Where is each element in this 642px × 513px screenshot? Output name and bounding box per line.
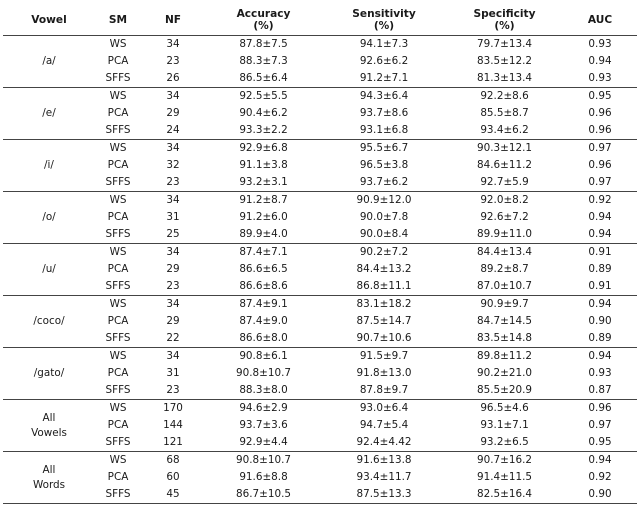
- specificity-cell: 85.5±20.9: [477, 384, 532, 397]
- table-row: [3, 53, 637, 70]
- table-row: [3, 88, 637, 106]
- vowel-cell: [3, 348, 95, 400]
- specificity-cell: 93.4±6.2: [480, 124, 529, 137]
- specificity-cell: 84.7±14.5: [477, 315, 532, 328]
- accuracy-cell: 87.4±9.0: [239, 315, 288, 328]
- vowel-cell: [3, 296, 95, 348]
- sensitivity-cell: 87.5±13.3: [322, 486, 446, 504]
- auc-cell: 0.91: [588, 280, 612, 293]
- header-nf: NF: [141, 5, 205, 36]
- nf-cell: 29: [166, 263, 180, 276]
- auc-cell: 0.92: [588, 471, 612, 484]
- specificity-cell: 89.2±8.7: [480, 263, 529, 276]
- sensitivity-cell: 86.8±11.1: [356, 280, 412, 293]
- sensitivity-cell: 90.9±12.0: [322, 192, 446, 210]
- accuracy-cell: 90.4±6.2: [239, 107, 288, 120]
- vowel-cell: [3, 192, 95, 244]
- header-accuracy-label: Accuracy: [236, 8, 291, 20]
- specificity-cell: 90.9±9.7: [446, 296, 563, 314]
- vowel-label: /o/: [42, 211, 56, 223]
- vowel-cell: [3, 400, 95, 452]
- auc-cell: 0.93: [588, 367, 612, 380]
- specificity-cell: 83.5±14.8: [477, 332, 532, 345]
- sm-cell: PCA: [107, 315, 129, 328]
- auc-cell: 0.94: [563, 348, 637, 366]
- auc-cell: 0.94: [588, 228, 612, 241]
- table-row: [3, 434, 637, 452]
- accuracy-cell: 91.2±8.7: [205, 192, 322, 210]
- specificity-cell: 89.9±11.0: [477, 228, 532, 241]
- sm-cell: PCA: [107, 367, 129, 380]
- nf-cell: 26: [166, 72, 180, 85]
- table-row: [3, 348, 637, 366]
- specificity-cell: 90.3±12.1: [446, 140, 563, 158]
- header-accuracy: [205, 5, 322, 36]
- header-sensitivity-unit: (%): [373, 20, 395, 32]
- accuracy-cell: 93.7±3.6: [239, 419, 288, 432]
- sensitivity-cell: 87.8±9.7: [359, 384, 409, 397]
- accuracy-cell: 92.5±5.5: [205, 88, 322, 106]
- sm-cell: SFFS: [105, 384, 131, 397]
- auc-cell: 0.91: [563, 244, 637, 262]
- auc-cell: 0.89: [588, 263, 612, 276]
- sensitivity-cell: 91.6±13.8: [322, 452, 446, 470]
- sm-cell: PCA: [107, 159, 129, 172]
- specificity-cell: 96.5±4.6: [446, 400, 563, 418]
- sm-cell: PCA: [107, 419, 129, 432]
- vowel-label: /gato/: [33, 367, 65, 379]
- accuracy-cell: 92.9±4.4: [239, 436, 288, 449]
- vowel-cell: [3, 452, 95, 504]
- table-row: [3, 296, 637, 314]
- table-row: [3, 174, 637, 192]
- header-auc: AUC: [563, 5, 637, 36]
- table-row: [3, 261, 637, 278]
- header-specificity: [446, 5, 563, 36]
- vowel-label: /u/: [42, 263, 56, 275]
- table-row: [3, 209, 637, 226]
- sensitivity-cell: 90.2±7.2: [322, 244, 446, 262]
- specificity-cell: 92.6±7.2: [480, 211, 529, 224]
- sm-cell: WS: [95, 192, 141, 210]
- sm-cell: WS: [95, 88, 141, 106]
- vowel-cell: [3, 36, 95, 88]
- specificity-cell: 93.1±7.1: [480, 419, 529, 432]
- table-row: [3, 105, 637, 122]
- sensitivity-cell: 90.0±7.8: [359, 211, 409, 224]
- auc-cell: 0.95: [563, 88, 637, 106]
- nf-cell: 60: [166, 471, 180, 484]
- table-row: [3, 244, 637, 262]
- sensitivity-cell: 93.4±11.7: [356, 471, 412, 484]
- sensitivity-cell: 90.0±8.4: [359, 228, 409, 241]
- auc-cell: 0.89: [588, 332, 612, 345]
- table-row: [3, 382, 637, 400]
- specificity-cell: 79.7±13.4: [446, 36, 563, 54]
- sm-cell: WS: [95, 400, 141, 418]
- vowel-label: /e/: [42, 107, 56, 119]
- accuracy-cell: 86.7±10.5: [205, 486, 322, 504]
- table-row: [3, 313, 637, 330]
- accuracy-cell: 89.9±4.0: [239, 228, 288, 241]
- table-row: [3, 365, 637, 382]
- table-row: [3, 400, 637, 418]
- sensitivity-cell: 91.5±9.7: [322, 348, 446, 366]
- accuracy-cell: 93.2±3.1: [239, 176, 288, 189]
- accuracy-cell: 86.6±8.0: [239, 332, 288, 345]
- vowel-label: Vowels: [31, 426, 67, 439]
- nf-cell: 25: [166, 228, 180, 241]
- auc-cell: 0.94: [588, 211, 612, 224]
- sensitivity-cell: 96.5±3.8: [359, 159, 409, 172]
- header-specificity-unit: (%): [494, 20, 515, 32]
- vowel-label: All: [42, 411, 56, 424]
- nf-cell: 31: [166, 211, 180, 224]
- sensitivity-cell: 83.1±18.2: [322, 296, 446, 314]
- specificity-cell: 85.5±8.7: [480, 107, 529, 120]
- nf-cell: 29: [166, 107, 180, 120]
- sensitivity-cell: 93.7±8.6: [359, 107, 409, 120]
- nf-cell: 24: [166, 124, 180, 137]
- nf-cell: 34: [141, 244, 205, 262]
- sm-cell: WS: [95, 36, 141, 54]
- sm-cell: PCA: [107, 471, 129, 484]
- accuracy-cell: 87.4±7.1: [205, 244, 322, 262]
- auc-cell: 0.93: [563, 36, 637, 54]
- header-sensitivity-label: Sensitivity: [352, 8, 416, 20]
- auc-cell: 0.87: [588, 384, 612, 397]
- specificity-cell: 84.4±13.4: [446, 244, 563, 262]
- nf-cell: 34: [141, 140, 205, 158]
- table-row: [3, 192, 637, 210]
- nf-cell: 34: [141, 296, 205, 314]
- sensitivity-cell: 93.0±6.4: [322, 400, 446, 418]
- specificity-cell: 81.3±13.4: [477, 72, 532, 85]
- auc-cell: 0.96: [588, 107, 612, 120]
- specificity-cell: 91.4±11.5: [477, 471, 532, 484]
- specificity-cell: 84.6±11.2: [477, 159, 532, 172]
- nf-cell: 121: [163, 436, 183, 449]
- vowel-cell: [3, 140, 95, 192]
- auc-cell: 0.96: [588, 124, 612, 137]
- auc-cell: 0.97: [588, 419, 612, 432]
- accuracy-cell: 90.8±10.7: [205, 452, 322, 470]
- auc-cell: 0.90: [563, 486, 637, 504]
- vowel-label: /a/: [42, 55, 56, 67]
- nf-cell: 34: [141, 348, 205, 366]
- specificity-cell: 93.2±6.5: [480, 436, 529, 449]
- sm-cell: WS: [95, 140, 141, 158]
- sm-cell: WS: [95, 244, 141, 262]
- table-row: [3, 330, 637, 348]
- accuracy-cell: 88.3±8.0: [239, 384, 288, 397]
- auc-cell: 0.96: [588, 159, 612, 172]
- auc-cell: 0.92: [563, 192, 637, 210]
- table-row: [3, 469, 637, 486]
- accuracy-cell: 90.8±10.7: [236, 367, 291, 380]
- accuracy-cell: 90.8±6.1: [205, 348, 322, 366]
- sensitivity-cell: 93.7±6.2: [359, 176, 409, 189]
- nf-cell: 29: [166, 315, 180, 328]
- nf-cell: 23: [166, 280, 180, 293]
- specificity-cell: 87.0±10.7: [477, 280, 532, 293]
- nf-cell: 32: [166, 159, 180, 172]
- vowel-label: /coco/: [33, 315, 65, 327]
- accuracy-cell: 91.6±8.8: [239, 471, 288, 484]
- auc-cell: 0.94: [563, 296, 637, 314]
- auc-cell: 0.96: [563, 400, 637, 418]
- accuracy-cell: 86.6±6.5: [239, 263, 288, 276]
- nf-cell: 23: [166, 55, 180, 68]
- sensitivity-cell: 91.2±7.1: [359, 72, 409, 85]
- nf-cell: 170: [141, 400, 205, 418]
- specificity-cell: 92.2±8.6: [446, 88, 563, 106]
- accuracy-cell: 88.3±7.3: [239, 55, 288, 68]
- sm-cell: SFFS: [105, 436, 131, 449]
- sensitivity-cell: 95.5±6.7: [322, 140, 446, 158]
- table-row: [3, 226, 637, 244]
- header-accuracy-unit: (%): [253, 20, 274, 32]
- sm-cell: PCA: [107, 263, 129, 276]
- specificity-cell: 83.5±12.2: [477, 55, 532, 68]
- specificity-cell: 92.0±8.2: [446, 192, 563, 210]
- specificity-cell: 82.5±16.4: [446, 486, 563, 504]
- specificity-cell: 89.8±11.2: [446, 348, 563, 366]
- vowel-label: All: [42, 463, 56, 476]
- sm-cell: SFFS: [105, 228, 131, 241]
- table-row: [3, 486, 637, 504]
- vowel-cell: [3, 244, 95, 296]
- table-row: [3, 122, 637, 140]
- table-row: [3, 157, 637, 174]
- table-row: [3, 36, 637, 54]
- sm-cell: WS: [95, 296, 141, 314]
- header-sm: SM: [95, 5, 141, 36]
- sm-cell: PCA: [107, 107, 129, 120]
- sm-cell: PCA: [107, 211, 129, 224]
- accuracy-cell: 87.4±9.1: [205, 296, 322, 314]
- accuracy-cell: 86.5±6.4: [239, 72, 288, 85]
- nf-cell: 34: [141, 36, 205, 54]
- table-row: [3, 70, 637, 88]
- nf-cell: 34: [141, 88, 205, 106]
- sm-cell: WS: [95, 348, 141, 366]
- nf-cell: 45: [141, 486, 205, 504]
- nf-cell: 23: [166, 176, 180, 189]
- table-row: [3, 140, 637, 158]
- sensitivity-cell: 91.8±13.0: [356, 367, 412, 380]
- sensitivity-cell: 87.5±14.7: [356, 315, 412, 328]
- auc-cell: 0.97: [588, 176, 612, 189]
- sm-cell: SFFS: [105, 280, 131, 293]
- vowel-label: Words: [32, 478, 66, 491]
- sensitivity-cell: 92.4±4.42: [356, 436, 412, 449]
- auc-cell: 0.95: [588, 436, 612, 449]
- sm-cell: SFFS: [105, 176, 131, 189]
- sm-cell: PCA: [107, 55, 129, 68]
- auc-cell: 0.94: [563, 452, 637, 470]
- nf-cell: 144: [163, 419, 183, 432]
- table-row: [3, 417, 637, 434]
- nf-cell: 68: [141, 452, 205, 470]
- auc-cell: 0.90: [588, 315, 612, 328]
- header-sensitivity: [322, 5, 446, 36]
- accuracy-cell: 94.6±2.9: [205, 400, 322, 418]
- auc-cell: 0.94: [588, 55, 612, 68]
- vowel-label: /i/: [44, 159, 54, 171]
- sm-cell: SFFS: [105, 72, 131, 85]
- table-header: [3, 5, 637, 36]
- sm-cell: WS: [95, 452, 141, 470]
- accuracy-cell: 87.8±7.5: [205, 36, 322, 54]
- auc-cell: 0.97: [563, 140, 637, 158]
- auc-cell: 0.93: [588, 72, 612, 85]
- accuracy-cell: 91.2±6.0: [239, 211, 288, 224]
- sensitivity-cell: 94.1±7.3: [322, 36, 446, 54]
- specificity-cell: 90.2±21.0: [477, 367, 532, 380]
- header-specificity-label: Specificity: [473, 8, 536, 20]
- sensitivity-cell: 84.4±13.2: [356, 263, 412, 276]
- vowel-cell: [3, 88, 95, 140]
- nf-cell: 22: [166, 332, 180, 345]
- accuracy-cell: 92.9±6.8: [205, 140, 322, 158]
- table-body: [3, 36, 637, 504]
- accuracy-cell: 93.3±2.2: [239, 124, 288, 137]
- nf-cell: 23: [166, 384, 180, 397]
- table-row: [3, 278, 637, 296]
- specificity-cell: 90.7±16.2: [446, 452, 563, 470]
- header-vowel: Vowel: [3, 5, 95, 36]
- sm-cell: SFFS: [95, 486, 141, 504]
- sm-cell: SFFS: [105, 124, 131, 137]
- sensitivity-cell: 93.1±6.8: [359, 124, 409, 137]
- sensitivity-cell: 94.7±5.4: [359, 419, 409, 432]
- accuracy-cell: 86.6±8.6: [239, 280, 288, 293]
- table-row: [3, 452, 637, 470]
- specificity-cell: 92.7±5.9: [480, 176, 529, 189]
- sm-cell: SFFS: [105, 332, 131, 345]
- results-table: [3, 5, 637, 504]
- header-row: [3, 5, 637, 36]
- sensitivity-cell: 94.3±6.4: [322, 88, 446, 106]
- nf-cell: 31: [166, 367, 180, 380]
- sensitivity-cell: 90.7±10.6: [356, 332, 412, 345]
- nf-cell: 34: [141, 192, 205, 210]
- accuracy-cell: 91.1±3.8: [239, 159, 288, 172]
- sensitivity-cell: 92.6±6.2: [359, 55, 409, 68]
